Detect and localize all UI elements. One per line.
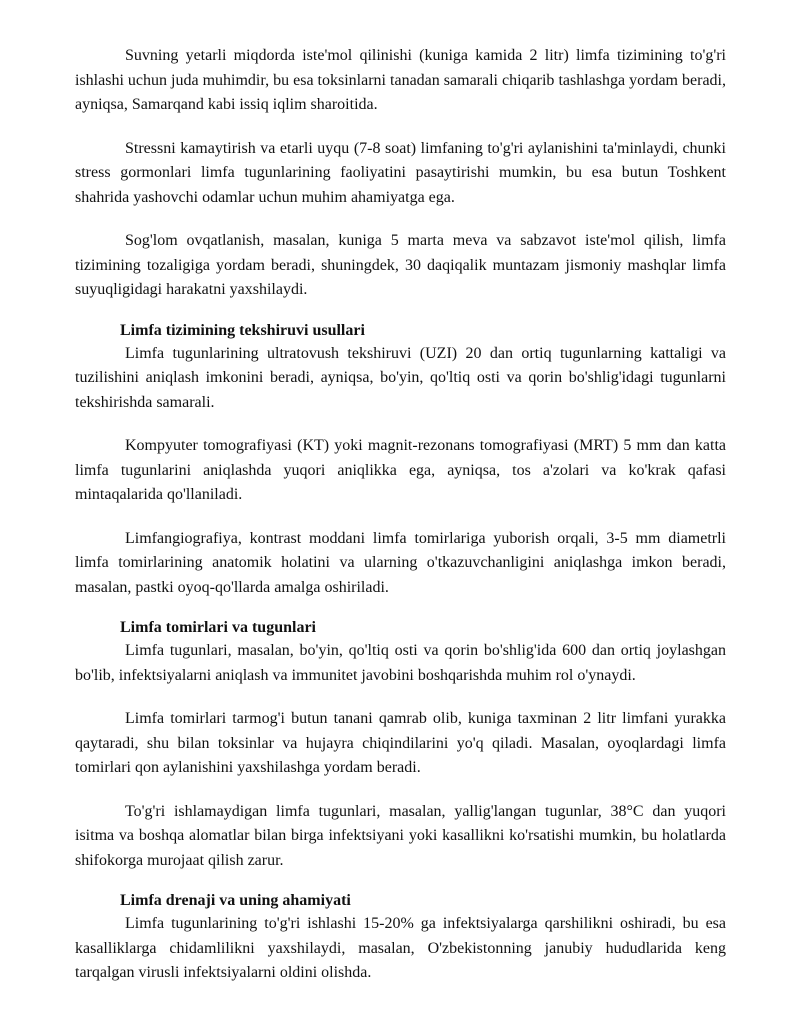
section-heading: Limfa tizimining tekshiruvi usullari: [120, 321, 365, 339]
section-heading: Limfa drenaji va uning ahamiyati: [120, 892, 351, 909]
paragraph: Limfa tomirlari tarmog'i butun tanani qamrab olib, kuniga taxminan 2 litr limfani yurakka qaytaradi, shu bilan toksinlar va hujayra chiqindilarini yo'q qiladi. Masalan, oyoqlardagi limfa tomirlari qon aylanishini yaxshilashga yordam beradi.: [75, 710, 726, 776]
paragraph: Sog'lom ovqatlanish, masalan, kuniga 5 marta meva va sabzavot iste'mol qilish, limfa tizimining tozaligiga yordam beradi, shuningdek, 30 daqiqalik muntazam jismoniy mashqlar limfa suyuqligidagi harakatni yaxshilaydi.: [75, 232, 726, 298]
paragraph: To'g'ri ishlamaydigan limfa tugunlari, masalan, yallig'langan tugunlar, 38°C dan yuqori isitma va boshqa alomatlar bilan birga infektsiyani yoki kasallikni ko'rsatishi mumkin, bu holatlarda shifokorga murojaat qilish zarur.: [75, 802, 726, 869]
paragraph: Suvning yetarli miqdorda iste'mol qilinishi (kuniga kamida 2 litr) limfa tizimining to'g'ri ishlashi uchun juda muhimdir, bu esa toksinlarni tanadan samarali chiqarib tashlashga yordam beradi, ayniqsa, Samarqand kabi issiq iqlim sharoitida.: [75, 47, 726, 113]
paragraph: Limfa tugunlari, masalan, bo'yin, qo'ltiq osti va qorin bo'shlig'ida 600 dan ortiq joylashgan bo'lib, infektsiyalarni aniqlash va immunitet javobini boshqarishda muhim rol o'ynaydi.: [75, 642, 726, 684]
paragraph: Limfangiografiya, kontrast moddani limfa tomirlariga yuborish orqali, 3-5 mm diametrli limfa tomirlarining anatomik holatini va ularning o'tkazuvchanligini aniqlashga imkon beradi, masalan, pastki oyoq-qo'llarda amalga oshiriladi.: [75, 529, 726, 596]
section-heading: Limfa tomirlari va tugunlari: [120, 619, 316, 636]
paragraph: Limfa tugunlarining ultratovush tekshiruvi (UZI) 20 dan ortiq tugunlarning kattaligi va tuzilishini aniqlash imkonini beradi, ayniqsa, bo'yin, qo'ltiq osti va qorin bo'shlig'idagi tugunlarni tekshirishda samarali.: [75, 344, 726, 411]
paragraph: Stressni kamaytirish va etarli uyqu (7-8 soat) limfaning to'g'ri aylanishini ta'minlaydi, chunki stress gormonlari limfa tugunlarining faoliyatini pasaytirishi mumkin, bu esa butun Toshkent shahrida yashovchi odamlar uchun muhim ahamiyatga ega.: [75, 139, 726, 206]
document-page: [75, 44, 726, 986]
paragraph: Limfa tugunlarining to'g'ri ishlashi 15-20% ga infektsiyalarga qarshilikni oshiradi, bu esa kasalliklarga chidamlilikni yaxshilaydi, masalan, O'zbekistonning janubiy hududlarida keng tarqalgan virusli infektsiyalarni oldini olishda.: [75, 915, 726, 981]
paragraph: Kompyuter tomografiyasi (KT) yoki magnit-rezonans tomografiyasi (MRT) 5 mm dan katta limfa tugunlarini aniqlashda yuqori aniqlikka ega, ayniqsa, tos a'zolari va ko'krak qafasi mintaqalarida qo'llaniladi.: [75, 437, 726, 503]
